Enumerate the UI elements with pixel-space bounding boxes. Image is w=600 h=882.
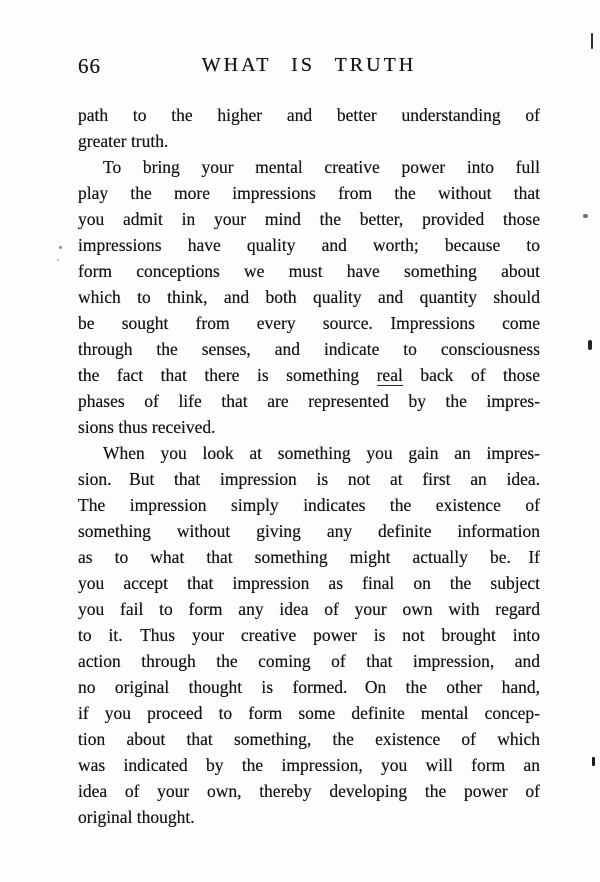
text-line: path to the higher and better understanding of	[78, 105, 540, 125]
running-head: WHAT IS TRUTH	[201, 54, 417, 76]
speck-left-margin	[59, 246, 62, 249]
text-line: impressions have quality and worth; because to	[78, 235, 540, 255]
speck-right-lower	[592, 757, 595, 766]
speck-left-margin-2	[57, 259, 59, 261]
text-line: original thought.	[78, 807, 195, 827]
body-text	[78, 102, 540, 830]
text-line: idea of your own, thereby developing the power of	[78, 781, 540, 801]
text-line: action through the coming of that impression, and	[78, 651, 540, 671]
text-line: phases of life that are represented by the impres-	[78, 391, 540, 411]
text-line: which to think, and both quality and quantity should	[78, 287, 540, 307]
text-line: greater truth.	[78, 131, 169, 151]
text-line: through the senses, and indicate to consciousness	[78, 339, 540, 359]
text-line: play the more impressions from the without that	[78, 183, 540, 203]
edge-tick-top-right	[591, 33, 593, 49]
text-line: as to what that something might actually be. If	[78, 547, 540, 567]
text-line: be sought from every source. Impressions come	[78, 313, 540, 333]
text-line: sion. But that impression is not at first an idea.	[78, 469, 540, 489]
underlined-word: real	[376, 365, 403, 385]
text-line: to it. Thus your creative power is not brought into	[78, 625, 540, 645]
text-line: you fail to form any idea of your own with regard	[78, 599, 540, 619]
text-line: tion about that something, the existence of which	[78, 729, 540, 749]
text-line: you admit in your mind the better, provided those	[78, 209, 540, 229]
page-header	[78, 54, 540, 82]
text-line: To bring your mental creative power into full	[103, 157, 540, 177]
text-line: if you proceed to form some definite mental concep-	[78, 703, 540, 723]
speck-right-upper	[583, 214, 588, 218]
text-line: was indicated by the impression, you will form an	[78, 755, 540, 775]
text-line: no original thought is formed. On the other hand,	[78, 677, 540, 697]
page-number: 66	[78, 54, 101, 78]
text-line: sions thus received.	[78, 417, 216, 437]
text-line: something without giving any definite information	[78, 521, 540, 541]
text-line: When you look at something you gain an impres-	[103, 443, 540, 463]
text-line: form conceptions we must have something about	[78, 261, 540, 281]
text-line: you accept that impression as final on the subject	[78, 573, 540, 593]
speck-right-middle	[588, 340, 592, 350]
text-line: The impression simply indicates the existence of	[78, 495, 540, 515]
text-line: the fact that there is something real back of those	[78, 365, 540, 385]
